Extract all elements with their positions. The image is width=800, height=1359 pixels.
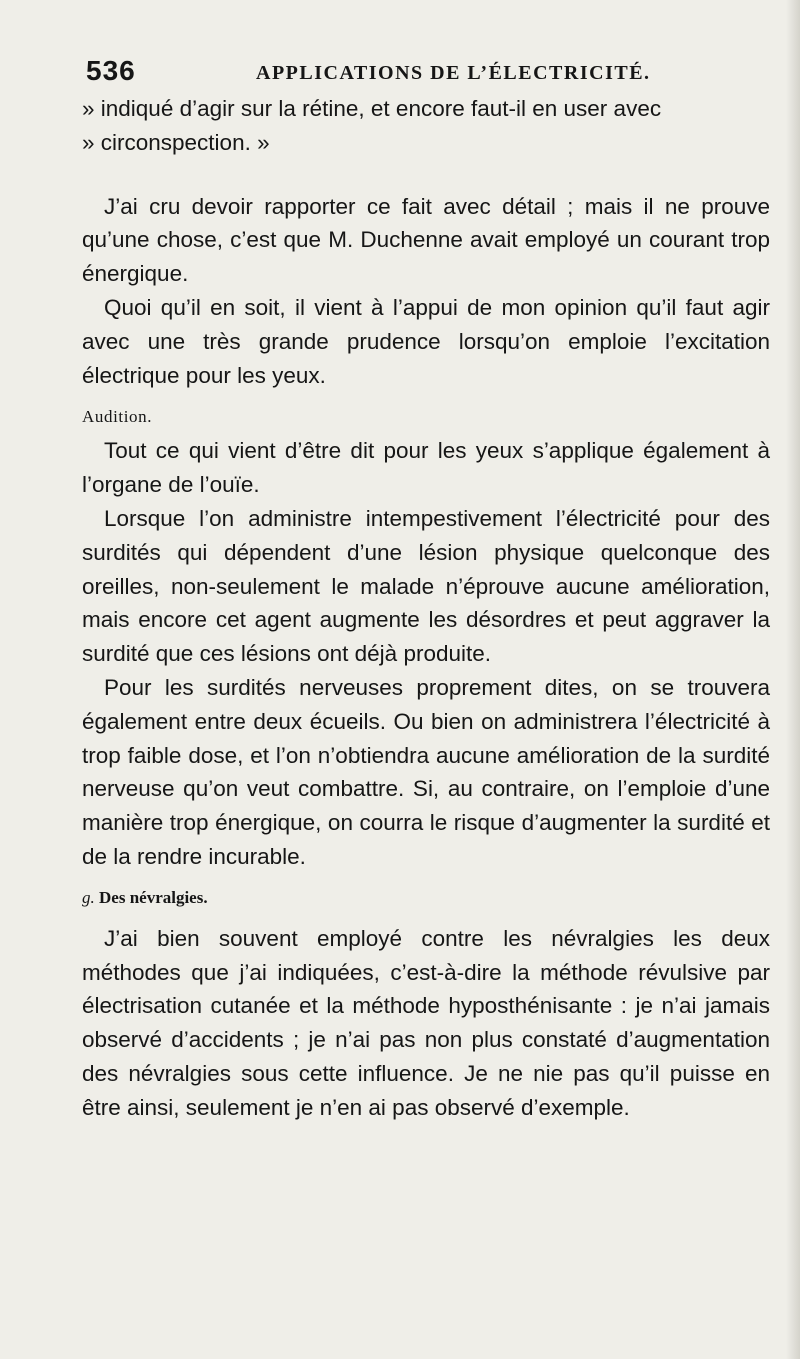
paragraph: Pour les surdités nerveuses proprement dites, on se trouvera également entre deux écueils. Ou bien on administrera l’électricité à trop faible dose, et l’on n’obtiendra aucune amélioration de la surdité nerveuse qu’on veut combattre. Si, au contraire, on l’emploie d’une manière trop énergique, on courra le risque d’augmenter la surdité et de la rendre incurable.: [82, 674, 770, 869]
page-header: [86, 55, 766, 95]
paragraph: Lorsque l’on administre intempestivement l’électricité pour des surdités qui dépendent d’une lésion physique quelconque des oreilles, non-seulement le malade n’éprouve aucune amélioration, mais encore cet agent augmente les désordres et peut aggraver la surdité que ces lésions ont déjà produite.: [82, 505, 770, 667]
section-heading-nevralgies: [82, 874, 770, 922]
page-edge-shadow: [786, 0, 800, 1359]
section-heading-audition: Audition.: [82, 407, 153, 427]
paragraph: Quoi qu’il en soit, il vient à l’appui de mon opinion qu’il faut agir avec une très grande prudence lorsqu’on emploie l’excitation électrique pour les yeux.: [82, 294, 770, 388]
paragraph: J’ai cru devoir rapporter ce fait avec détail ; mais il ne prouve qu’une chose, c’est que M. Duchenne avait employé un courant trop énergique.: [82, 193, 770, 287]
body-text: [82, 92, 770, 1125]
paragraph: Tout ce qui vient d’être dit pour les yeux s’applique également à l’organe de l’ouïe.: [82, 438, 770, 498]
section-title: Des névralgies.: [99, 887, 208, 907]
paragraph: J’ai bien souvent employé contre les névralgies les deux méthodes que j’ai indiquées, c’est-à-dire la méthode révulsive par électrisation cutanée et la méthode hyposthénisante : je n’ai jamais observé d’accidents ; je n’ai pas non plus constaté d’augmentation des névralgies sous cette influence. Je ne nie pas qu’il puisse en être ainsi, seulement je n’en ai pas observé d’exemple.: [82, 925, 770, 1120]
spacer: [82, 160, 770, 190]
quote-line-1: » indiqué d’agir sur la rétine, et encore faut-il en user avec: [82, 96, 662, 121]
section-letter: g.: [82, 887, 95, 907]
page-number: 536: [86, 55, 136, 86]
running-head: APPLICATIONS DE L’ÉLECTRICITÉ.: [256, 62, 651, 84]
quote-line-2: » circonspection. »: [82, 129, 270, 155]
